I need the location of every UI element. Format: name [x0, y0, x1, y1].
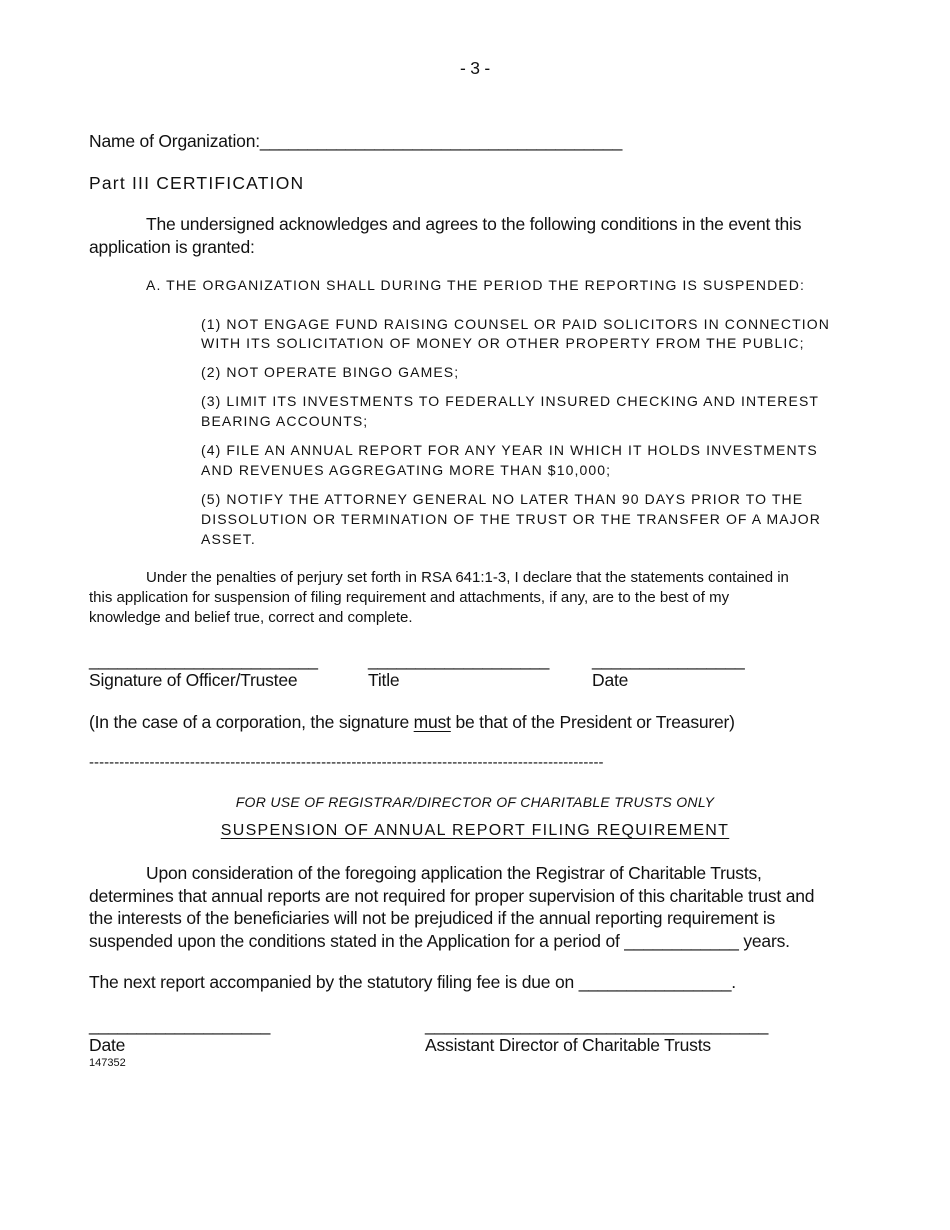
- signature-label: Signature of Officer/Trustee: [89, 670, 298, 690]
- condition-5-line-3: ASSET.: [201, 531, 256, 547]
- form-number: 147352: [89, 1057, 126, 1069]
- director-label: Assistant Director of Charitable Trusts: [425, 1035, 711, 1055]
- registrar-only-note: FOR USE OF REGISTRAR/DIRECTOR OF CHARITABLE TRUSTS ONLY: [235, 794, 715, 810]
- condition-3-line-2: BEARING ACCOUNTS;: [201, 413, 369, 429]
- section-a-heading: A. THE ORGANIZATION SHALL DURING THE PERIOD THE REPORTING IS SUSPENDED:: [146, 277, 805, 293]
- condition-1-line-2: WITH ITS SOLICITATION OF MONEY OR OTHER PROPERTY FROM THE PUBLIC;: [201, 335, 805, 351]
- title-input-line[interactable]: ___________________: [368, 650, 550, 670]
- consideration-line-4: suspended upon the conditions stated in the Application for a period of ____________ years.: [89, 931, 790, 951]
- condition-3-line-1: (3) LIMIT ITS INVESTMENTS TO FEDERALLY INSURED CHECKING AND INTEREST: [201, 393, 820, 409]
- consideration-line-3: the interests of the beneficiaries will not be prejudiced if the annual reporting requirement is: [89, 908, 776, 928]
- consideration-line-1: Upon consideration of the foregoing application the Registrar of Charitable Trusts,: [146, 863, 762, 883]
- corporation-note-after: be that of the President or Treasurer): [450, 712, 735, 732]
- date-input-line[interactable]: ________________: [592, 650, 745, 670]
- director-signature-input-line[interactable]: ____________________________________: [425, 1015, 769, 1035]
- bottom-date-label: Date: [89, 1035, 126, 1055]
- condition-1-line-1: (1) NOT ENGAGE FUND RAISING COUNSEL OR PAID SOLICITORS IN CONNECTION: [201, 316, 830, 332]
- corporation-note-before: (In the case of a corporation, the signature: [89, 712, 414, 732]
- condition-5-line-2: DISSOLUTION OR TERMINATION OF THE TRUST OR THE TRANSFER OF A MAJOR: [201, 511, 821, 527]
- perjury-line-3: knowledge and belief true, correct and complete.: [89, 609, 413, 626]
- dashed-divider: ------------------------------------------------------------------------------------------------------: [89, 754, 604, 771]
- corporation-note-emphasis: must: [413, 712, 451, 732]
- condition-2-line-1: (2) NOT OPERATE BINGO GAMES;: [201, 364, 460, 380]
- title-label: Title: [368, 670, 400, 690]
- condition-4-line-1: (4) FILE AN ANNUAL REPORT FOR ANY YEAR IN WHICH IT HOLDS INVESTMENTS: [201, 442, 818, 458]
- page-number: - 3 -: [459, 58, 491, 78]
- condition-5-line-1: (5) NOTIFY THE ATTORNEY GENERAL NO LATER THAN 90 DAYS PRIOR TO THE: [201, 491, 804, 507]
- corporation-note: [89, 712, 735, 733]
- suspension-heading: SUSPENSION OF ANNUAL REPORT FILING REQUIREMENT: [220, 822, 730, 839]
- intro-line-1: The undersigned acknowledges and agrees to the following conditions in the event this: [146, 214, 802, 234]
- next-report-line: The next report accompanied by the statutory filing fee is due on ________________.: [89, 972, 736, 992]
- date-label: Date: [592, 670, 629, 690]
- intro-line-2: application is granted:: [89, 237, 255, 257]
- part-heading: Part III CERTIFICATION: [89, 173, 305, 193]
- consideration-line-2: determines that annual reports are not required for proper supervision of this charitable trust and: [89, 886, 815, 906]
- condition-4-line-2: AND REVENUES AGGREGATING MORE THAN $10,000;: [201, 462, 612, 478]
- perjury-line-1: Under the penalties of perjury set forth in RSA 641:1-3, I declare that the statements contained in: [146, 569, 789, 586]
- signature-input-line[interactable]: ________________________: [89, 650, 318, 670]
- perjury-line-2: this application for suspension of filing requirement and attachments, if any, are to the best of my: [89, 589, 730, 606]
- bottom-date-input-line[interactable]: ___________________: [89, 1015, 271, 1035]
- organization-name-field[interactable]: Name of Organization:______________________________________: [89, 131, 623, 151]
